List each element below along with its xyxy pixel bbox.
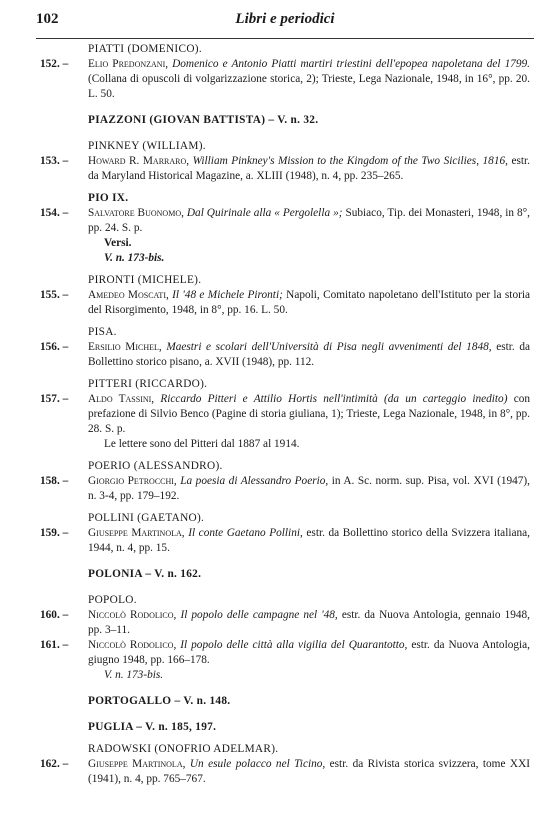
bib-entry [40, 57, 530, 102]
bib-entry [40, 608, 530, 638]
bib-entry [40, 638, 530, 668]
entry-number: 159. – [40, 527, 69, 539]
subject-heading: POERIO (ALESSANDRO). [88, 460, 223, 472]
entry-title: Il popolo delle campagne nel '48, [180, 609, 338, 621]
entry-author: Salvatore Buonomo, [88, 207, 184, 219]
entry-details: (Collana di opuscoli di volgarizzazione storica, 2); Trieste, Lega Nazionale, 1948, in 16°, pp. 20. L. 50. [88, 73, 530, 100]
entry-author: Ersilio Michel, [88, 341, 162, 353]
entry-note: Versi. [104, 237, 132, 249]
subject-heading: RADOWSKI (ONOFRIO ADELMAR). [88, 743, 279, 755]
entry-details: estr. da Nuova Antologia, giugno 1948, pp. 166–178. [88, 639, 530, 666]
subject-heading: PIATTI (DOMENICO). [88, 43, 202, 55]
entry-details: estr. da Maryland Historical Magazine, a. XLIII (1948), n. 4, pp. 235–265. [88, 155, 530, 182]
subject-heading: POPOLO. [88, 594, 137, 606]
entry-details: estr. da Bollettino storico della Svizzera italiana, 1944, n. 4, pp. 15. [88, 527, 530, 554]
entry-number: 161. – [40, 639, 69, 651]
entry-number: 162. – [40, 758, 69, 770]
entry-details: estr. da Bollettino storico pisano, a. XVII (1948), pp. 112. [88, 341, 530, 368]
bib-entry [40, 288, 530, 318]
subject-heading: PIRONTI (MICHELE). [88, 274, 202, 286]
entry-author: Niccolò Rodolico, [88, 639, 177, 651]
entry-details: Napoli, Comitato napoletano dell'Istituto per la storia del Risorgimento, 1948, in 8°, pp. 16. L. 50. [88, 289, 531, 316]
entry-number: 152. – [40, 58, 69, 70]
entry-details: in A. Sc. norm. sup. Pisa, vol. XVI (1947), n. 3-4, pp. 179–192. [88, 475, 531, 502]
bib-entry [40, 757, 530, 787]
subject-heading: PISA. [88, 326, 117, 338]
entry-title: Il conte Gaetano Pollini, [188, 527, 303, 539]
entry-number: 153. – [40, 155, 69, 167]
bib-entry [40, 340, 530, 370]
entry-number: 158. – [40, 475, 69, 487]
entry-title: Riccardo Pitteri e Attilio Hortis nell'intimità (da un carteggio inedito) [160, 393, 508, 405]
entry-title: La poesia di Alessandro Poerio, [180, 475, 329, 487]
entry-title: Dal Quirinale alla « Pergolella »; [186, 207, 343, 219]
cross-reference-heading: PIAZZONI (GIOVAN BATTISTA) – V. n. 32. [88, 114, 319, 126]
cross-reference-heading: PORTOGALLO – V. n. 148. [88, 695, 231, 707]
page-header [36, 12, 534, 32]
entry-author: Aldo Tassini, [88, 393, 155, 405]
entry-title: William Pinkney's Mission to the Kingdom of the Two Sicilies, 1816, [192, 155, 508, 167]
bibliography [40, 42, 530, 787]
entry-title: Il popolo delle città alla vigilia del Quarantotto, [180, 639, 408, 651]
entry-note: Le lettere sono del Pitteri dal 1887 al 1914. [104, 438, 300, 450]
entry-author: Amedeo Moscati, [88, 289, 169, 301]
subject-heading: POLLINI (GAETANO). [88, 512, 205, 524]
entry-author: Giorgio Petrocchi, [88, 475, 177, 487]
entry-author: Niccolò Rodolico, [88, 609, 177, 621]
entry-title: Il '48 e Michele Pironti; [172, 289, 283, 301]
bib-entry [40, 392, 530, 437]
entry-number: 155. – [40, 289, 69, 301]
cross-reference-heading: POLONIA – V. n. 162. [88, 568, 202, 580]
entry-number: 157. – [40, 393, 69, 405]
bib-entry [40, 526, 530, 556]
entry-number: 160. – [40, 609, 69, 621]
bib-entry [40, 154, 530, 184]
subject-heading: PIO IX. [88, 192, 129, 204]
header-rule [36, 38, 534, 39]
entry-number: 154. – [40, 207, 69, 219]
entry-details: con prefazione di Silvio Benco (Pagine di storia giuliana, 1); Trieste, Lega Nazionale, 1948, in 8°, pp. 28. S. p. [88, 393, 531, 435]
entry-details: estr. da Nuova Antologia, gennaio 1948, pp. 3–11. [88, 609, 530, 636]
entry-author: Howard R. Marraro, [88, 155, 190, 167]
entry-title: Maestri e scolari dell'Università di Pisa negli avvenimenti del 1848, [166, 341, 492, 353]
entry-author: Giuseppe Martinola, [88, 527, 185, 539]
entry-title: Un esule polacco nel Ticino, [189, 758, 326, 770]
cross-reference-note: V. n. 173-bis. [104, 669, 164, 681]
cross-reference-note: V. n. 173-bis. [104, 252, 165, 264]
entry-details: Subiaco, Tip. dei Monasteri, 1948, in 8°, pp. 24. S. p. [88, 207, 530, 234]
page-number: 102 [36, 11, 59, 27]
running-title: Libri e periodici [235, 11, 335, 27]
subject-heading: PINKNEY (WILLIAM). [88, 140, 206, 152]
cross-reference-heading: PUGLIA – V. n. 185, 197. [88, 721, 217, 733]
entry-details: estr. da Rivista storica svizzera, tome XXI (1941), n. 4, pp. 765–767. [88, 758, 530, 785]
bib-entry [40, 206, 530, 236]
bib-entry [40, 474, 530, 504]
subject-heading: PITTERI (RICCARDO). [88, 378, 208, 390]
entry-author: Giuseppe Martinola, [88, 758, 186, 770]
entry-author: Elio Predonzani, [88, 58, 169, 70]
entry-title: Domenico e Antonio Piatti martiri triestini dell'epopea napoletana del 1799. [172, 58, 530, 70]
entry-number: 156. – [40, 341, 69, 353]
